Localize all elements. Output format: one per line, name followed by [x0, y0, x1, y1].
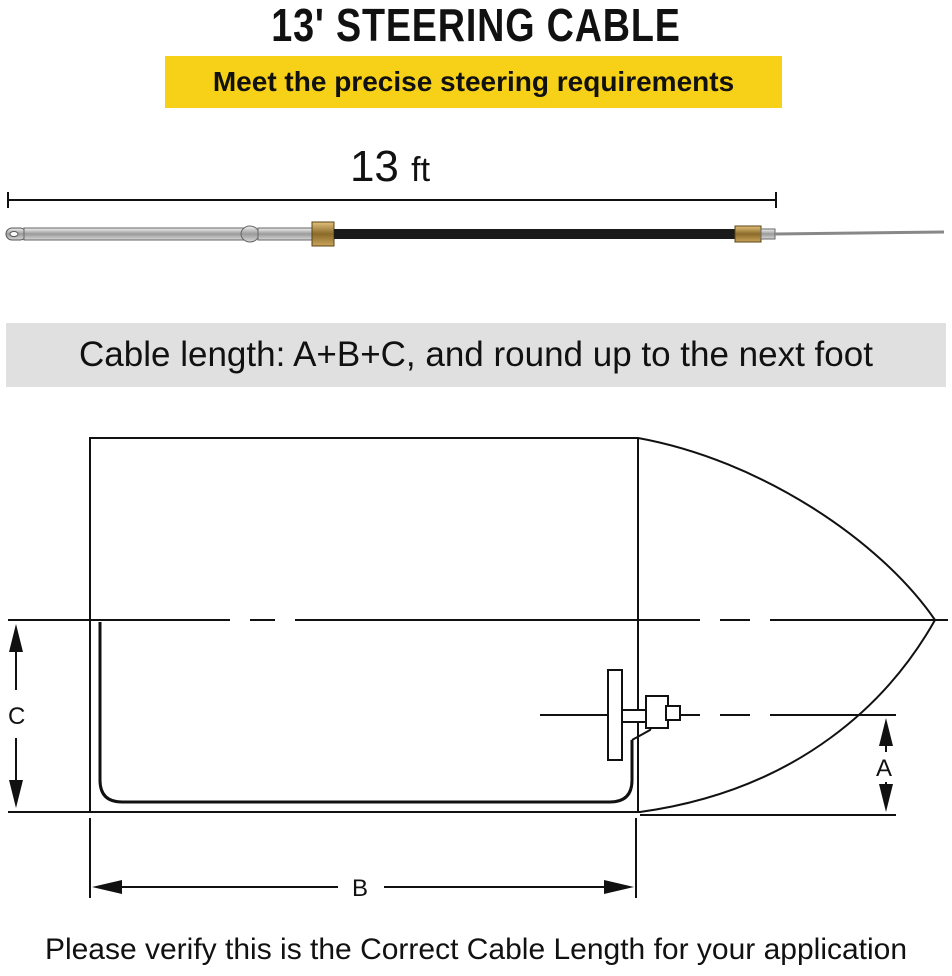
- subtitle-banner: Meet the precise steering requirements: [165, 56, 782, 108]
- cable-illustration: [0, 0, 952, 300]
- dimension-a: [879, 718, 893, 812]
- length-unit: ft: [411, 151, 431, 189]
- dimension-b: [92, 880, 634, 894]
- hull-outline: [90, 438, 935, 812]
- length-value: 13: [349, 142, 399, 191]
- page-title: 13' STEERING CABLE: [271, 0, 681, 51]
- inner-hull: [100, 622, 632, 802]
- dimension-b-label: B: [352, 875, 369, 902]
- steering-helm: [608, 670, 680, 760]
- length-dimension-line: [8, 192, 776, 208]
- steering-cable: [6, 222, 944, 246]
- cable-length-formula: Cable length: A+B+C, and round up to the next foot: [6, 323, 946, 387]
- dimension-c: [8, 624, 26, 808]
- verification-note: Please verify this is the Correct Cable Length for your application: [44, 933, 908, 966]
- dimension-a-label: A: [876, 755, 893, 782]
- dimension-c-label: C: [8, 703, 26, 730]
